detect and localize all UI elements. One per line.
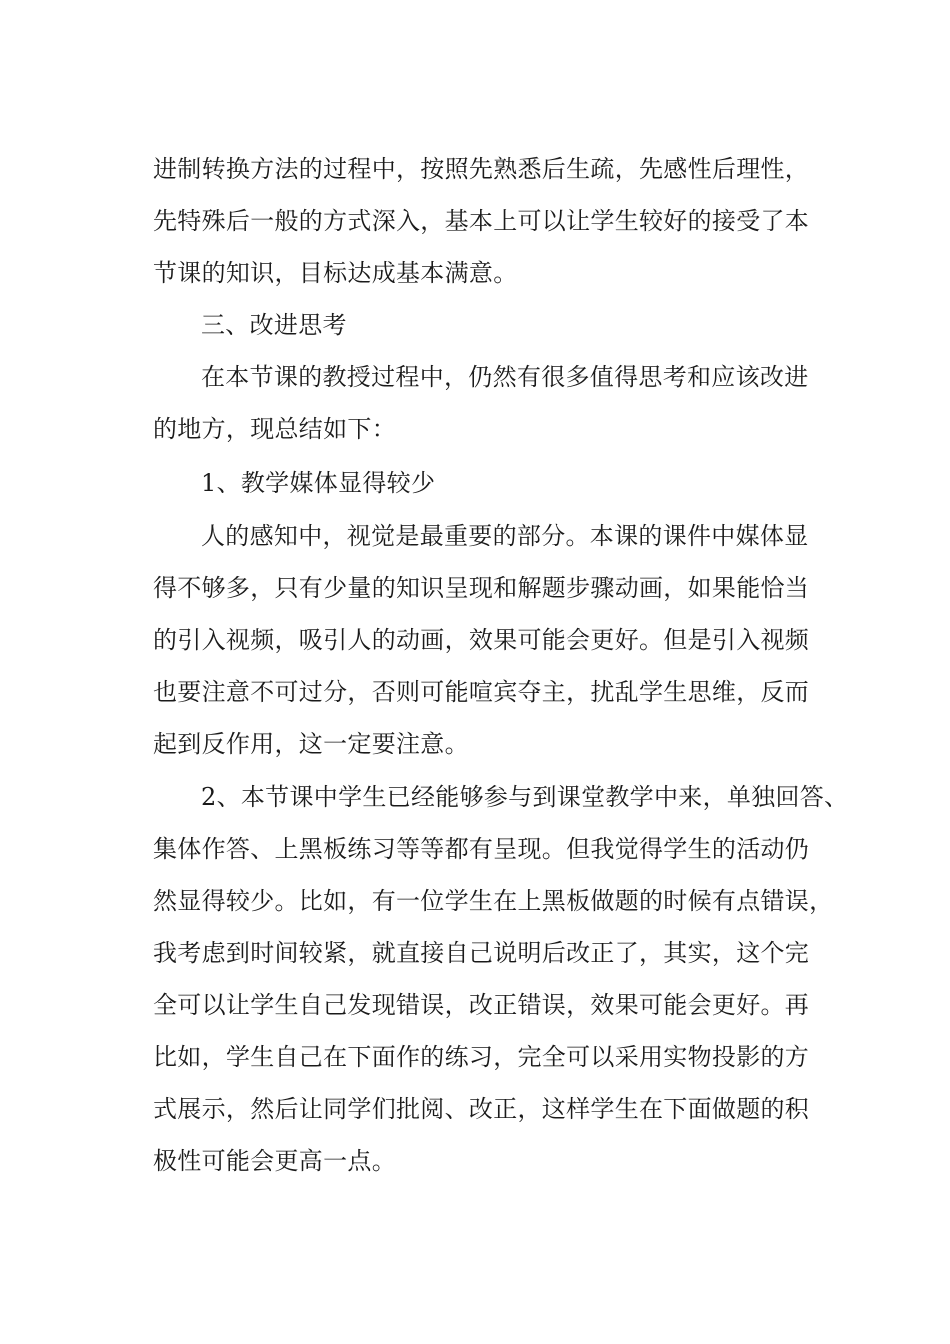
- text-line: 在本节课的教授过程中，仍然有很多值得思考和应该改进: [201, 363, 809, 391]
- section-heading: 三、改进思考: [201, 311, 347, 339]
- text-line: 我考虑到时间较紧，就直接自己说明后改正了，其实，这个完: [153, 939, 810, 967]
- text-line: 极性可能会更高一点。: [153, 1147, 396, 1175]
- text-line: 全可以让学生自己发现错误，改正错误，效果可能会更好。再: [153, 991, 810, 1019]
- text-line: 的地方，现总结如下：: [153, 415, 396, 443]
- text-line: 比如，学生自己在下面作的练习，完全可以采用实物投影的方: [153, 1043, 810, 1071]
- text-line: 然显得较少。比如，有一位学生在上黑板做题的时候有点错误，: [153, 887, 834, 915]
- text-line: 的引入视频，吸引人的动画，效果可能会更好。但是引入视频: [153, 626, 810, 654]
- text-line: 先特殊后一般的方式深入，基本上可以让学生较好的接受了本: [153, 207, 810, 235]
- subheading: 1、教学媒体显得较少: [201, 469, 436, 497]
- text-line: 集体作答、上黑板练习等等都有呈现。但我觉得学生的活动仍: [153, 835, 810, 863]
- text-line: 人的感知中，视觉是最重要的部分。本课的课件中媒体显: [201, 522, 809, 550]
- text-line: 式展示，然后让同学们批阅、改正，这样学生在下面做题的积: [153, 1095, 810, 1123]
- text-line: 2、本节课中学生已经能够参与到课堂教学中来，单独回答、: [201, 783, 849, 811]
- text-line: 进制转换方法的过程中，按照先熟悉后生疏，先感性后理性，: [153, 155, 810, 183]
- text-line: 也要注意不可过分，否则可能喧宾夺主，扰乱学生思维，反而: [153, 678, 810, 706]
- text-line: 得不够多，只有少量的知识呈现和解题步骤动画，如果能恰当: [153, 574, 810, 602]
- text-line: 起到反作用，这一定要注意。: [153, 730, 469, 758]
- text-line: 节课的知识，目标达成基本满意。: [153, 259, 518, 287]
